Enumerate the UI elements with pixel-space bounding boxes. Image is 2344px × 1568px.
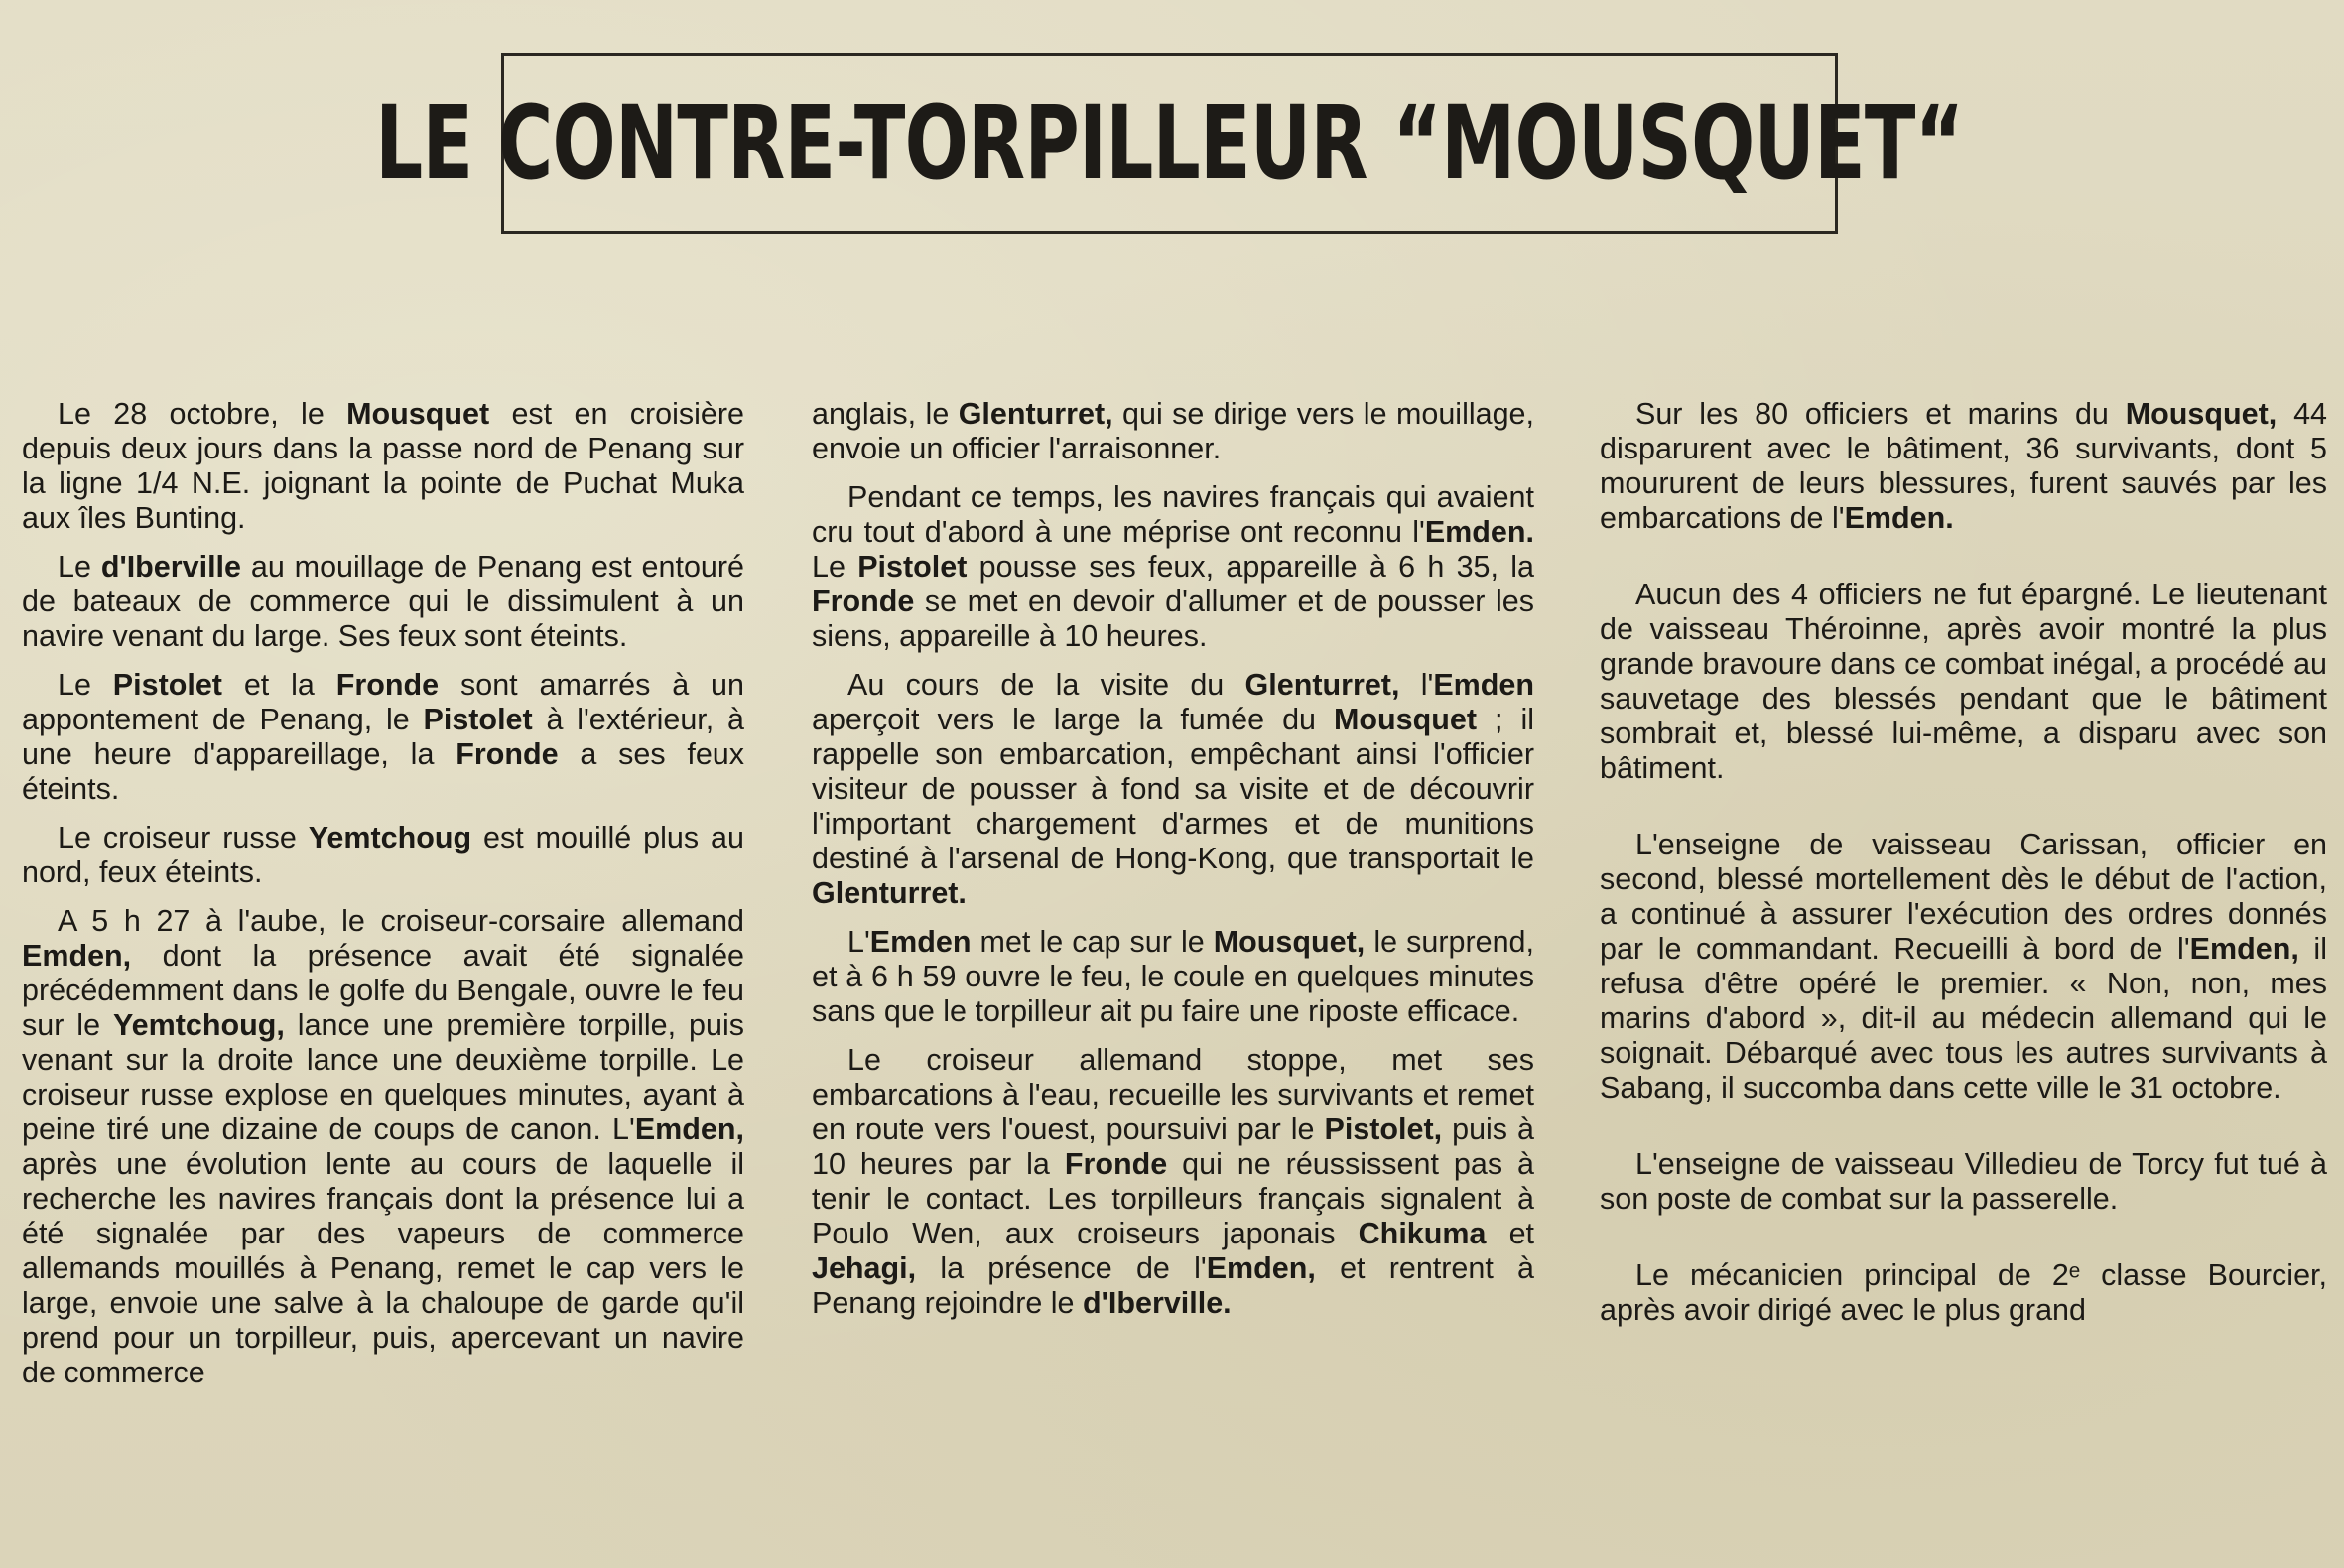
ship-name: Emden, <box>634 1112 744 1146</box>
ship-name: Glenturret, <box>1244 668 1400 702</box>
text-run: après une évolution lente au cours de laquelle il recherche les navires français dont la présence lui a été signalée par des vapeurs de commerce allemands mouillés à Penang, remet le cap vers le large, envoie une salve à la chaloupe de garde qu'il prend pour un torpilleur, puis, apercevant un navire de commerce <box>22 1147 744 1389</box>
text-run: lance une première torpille, puis venant sur la droite lance une deuxième torpille. Le croiseur russe explose en quelques minutes, ayant à peine tiré une dizaine de coups de canon. L' <box>22 1008 744 1146</box>
text-run: Le croiseur russe <box>58 821 309 854</box>
text-run: puis à 10 heures par la <box>812 1112 1534 1181</box>
ship-name: Fronde <box>335 668 440 702</box>
paragraph <box>1600 1147 2327 1217</box>
text-run: Le mécanicien principal de 2ᵉ classe Bourcier, après avoir dirigé avec le plus grand <box>1600 1258 2327 1327</box>
text-run: Pendant ce temps, les navires français qui avaient cru tout d'abord à une méprise ont reconnu l' <box>812 480 1534 549</box>
ship-name: Pistolet <box>423 703 533 736</box>
text-run: Au cours de la visite du <box>847 668 1245 702</box>
ship-name: Pistolet <box>112 668 222 702</box>
text-run: 44 disparurent avec le bâtiment, 36 survivants, dont 5 moururent de leurs blessures, furent sauvés par les embarcations de l' <box>1600 397 2327 535</box>
text-run: L' <box>847 925 870 959</box>
paragraph <box>22 550 744 654</box>
text-run: met le cap sur le <box>971 925 1214 959</box>
text-run: se met en devoir d'allumer et de pousser les siens, appareille à 10 heures. <box>812 585 1534 653</box>
ship-name: Fronde <box>812 585 915 618</box>
ship-name: Glenturret, <box>958 397 1113 431</box>
text-run: aperçoit vers le large la fumée du <box>812 703 1334 736</box>
ship-name: Fronde <box>456 737 559 771</box>
text-run: il refusa d'être opéré le premier. « Non, non, mes marins d'abord », dit-il au médecin allemand qui le soignait. Débarqué avec tous les autres survivants à Sabang, il succomba dans cette ville le 31 octobre. <box>1600 932 2327 1105</box>
paragraph <box>22 668 744 807</box>
ship-name: Emden, <box>22 939 132 973</box>
ship-name: Yemtchoug, <box>113 1008 285 1042</box>
text-run: Le <box>812 550 858 584</box>
ship-name: Pistolet <box>857 550 968 584</box>
paragraph <box>812 668 1534 911</box>
text-run: Le 28 octobre, le <box>58 397 347 431</box>
ship-name: Pistolet, <box>1324 1112 1443 1146</box>
ship-name: Glenturret. <box>812 876 967 910</box>
headline-box <box>375 53 1964 234</box>
ship-name: Jehagi, <box>812 1251 917 1285</box>
ship-name: Emden, <box>2189 932 2299 966</box>
ship-name: Mousquet, <box>1213 925 1366 959</box>
text-run: la présence de l' <box>916 1251 1207 1285</box>
ship-name: d'Iberville. <box>1083 1286 1232 1320</box>
text-run: Sur les 80 officiers et marins du <box>1635 397 2126 431</box>
text-run: Le <box>58 668 113 702</box>
ship-name: Emden. <box>1844 501 1954 535</box>
text-run: l' <box>1399 668 1434 702</box>
text-run: qui se dirige vers le mouillage, envoie un officier l'arraisonner. <box>812 397 1534 465</box>
text-run: anglais, le <box>812 397 959 431</box>
ship-name: Chikuma <box>1358 1217 1487 1250</box>
paragraph <box>1600 397 2327 536</box>
text-run: Le <box>58 550 101 584</box>
text-run: qui ne réussissent pas à tenir le contact. Les torpilleurs français signalent à Poulo Wen, aux croiseurs japonais <box>812 1147 1534 1250</box>
article-column-3 <box>1600 397 2327 1342</box>
article-column-2 <box>812 397 1534 1335</box>
text-run: ; il rappelle son embarcation, empêchant ainsi l'officier visiteur de pousser à fond sa visite et de découvrir l'important chargement d'armes et de munitions destiné à l'arsenal de Hong-Kong, que transportait le <box>812 703 1535 875</box>
paragraph <box>22 821 744 890</box>
text-run: est en croisière depuis deux jours dans la passe nord de Penang sur la ligne 1/4 N.E. joignant la pointe de Puchat Muka aux îles Bunting. <box>22 397 744 535</box>
text-run: à l'extérieur, à une heure d'appareillage, la <box>22 703 745 771</box>
headline: LE CONTRE-TORPILLEUR “MOUSQUET“ <box>375 84 1964 202</box>
text-run: sont amarrés à un appontement de Penang, le <box>22 668 744 736</box>
ship-name: d'Iberville <box>100 550 241 584</box>
paragraph <box>1600 1258 2327 1328</box>
paragraph <box>812 397 1534 466</box>
ship-name: Emden. <box>1424 515 1534 549</box>
text-run: Aucun des 4 officiers ne fut épargné. Le lieutenant de vaisseau Théroinne, après avoir montré la plus grande bravoure dans ce combat inégal, a procédé au sauvetage des blessés pendant que le bâtiment sombrait et, blessé lui-même, a disparu avec son bâtiment. <box>1600 578 2327 785</box>
paragraph <box>1600 828 2327 1106</box>
text-run: L'enseigne de vaisseau Villedieu de Torcy fut tué à son poste de combat sur la passerelle. <box>1600 1147 2327 1216</box>
ship-name: Mousquet <box>346 397 490 431</box>
text-run: pousse ses feux, appareille à 6 h 35, la <box>967 550 1534 584</box>
text-run: A 5 h 27 à l'aube, le croiseur-corsaire allemand <box>58 904 744 938</box>
text-run: et rentrent à Penang rejoindre le <box>812 1251 1534 1320</box>
ship-name: Mousquet <box>1334 703 1478 736</box>
ship-name: Fronde <box>1064 1147 1168 1181</box>
paragraph <box>812 925 1534 1029</box>
paragraph <box>812 1043 1534 1321</box>
text-run: est mouillé plus au nord, feux éteints. <box>22 821 744 889</box>
text-run: et la <box>221 668 336 702</box>
text-run: Le croiseur allemand stoppe, met ses embarcations à l'eau, recueille les survivants et remet en route vers l'ouest, poursuivi par le <box>812 1043 1534 1146</box>
ship-name: Emden, <box>1206 1251 1316 1285</box>
paragraph <box>1600 578 2327 786</box>
ship-name: Yemtchoug <box>308 821 472 854</box>
text-run: dont la présence avait été signalée précédemment dans le golfe du Bengale, ouvre le feu sur le <box>22 939 744 1042</box>
paragraph <box>22 904 744 1390</box>
text-run: au mouillage de Penang est entouré de bateaux de commerce qui le dissimulent à un navire venant du large. Ses feux sont éteints. <box>22 550 744 653</box>
article-column-1 <box>22 397 744 1404</box>
text-run: a ses feux éteints. <box>22 737 744 806</box>
text-run: le surprend, et à 6 h 59 ouvre le feu, le coule en quelques minutes sans que le torpilleur ait pu faire une riposte efficace. <box>812 925 1534 1028</box>
ship-name: Emden <box>1433 668 1534 702</box>
text-run: L'enseigne de vaisseau Carissan, officier en second, blessé mortellement dès le début de l'action, a continué à assurer l'exécution des ordres donnés par le commandant. Recueilli à bord de l' <box>1600 828 2327 966</box>
text-run: et <box>1486 1217 1535 1250</box>
paragraph <box>22 397 744 536</box>
ship-name: Emden <box>869 925 972 959</box>
ship-name: Mousquet, <box>2125 397 2278 431</box>
paragraph <box>812 480 1534 654</box>
